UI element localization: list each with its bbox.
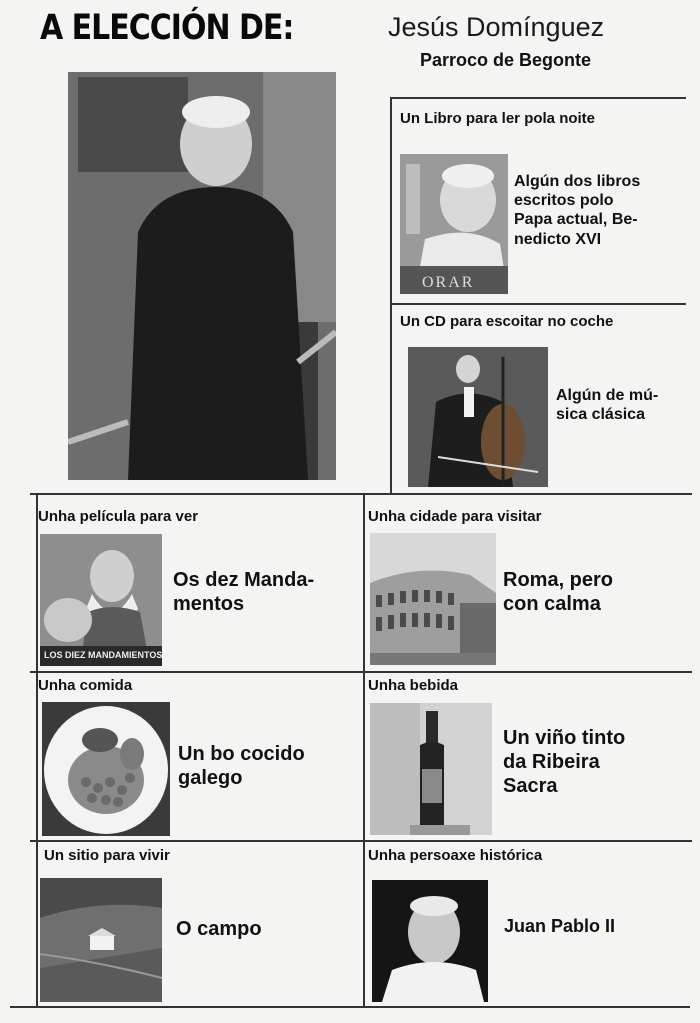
section-label-cidade: Unha cidade para visitar: [368, 508, 542, 525]
divider: [30, 840, 692, 842]
juan-pablo-ii-image: [372, 880, 488, 1002]
book-cover-text: ORAR: [422, 274, 475, 291]
divider: [390, 97, 392, 493]
divider: [30, 493, 692, 495]
section-label-persoaxe: Unha persoaxe histórica: [368, 847, 543, 864]
countryside-image: [40, 878, 162, 1002]
divider: [363, 493, 365, 1006]
divider: [36, 493, 38, 1006]
answer-cidade: Roma, pero con calma: [503, 569, 614, 615]
answer-cd: Algún de mú- sica clásica: [556, 387, 659, 424]
portrait-photo: [68, 72, 336, 480]
divider: [390, 97, 686, 99]
movie-poster-text: LOS DIEZ MANDAMIENTOS: [44, 650, 162, 660]
cocido-dish-image: [42, 702, 170, 836]
colosseum-image: [370, 533, 496, 665]
divider: [30, 671, 692, 673]
section-label-libro: Un Libro para ler pola noite: [400, 110, 596, 127]
divider: [10, 1006, 690, 1008]
book-cover-image: [400, 154, 508, 294]
answer-sitio: O campo: [176, 918, 262, 940]
section-label-comida: Unha comida: [38, 677, 133, 694]
wine-bottle-image: [370, 703, 492, 835]
section-label-bebida: Unha bebida: [368, 677, 459, 694]
answer-pelicula: Os dez Manda- mentos: [173, 569, 315, 615]
movie-poster-image: [40, 534, 162, 666]
section-label-cd: Un CD para escoitar no coche: [400, 313, 614, 330]
cellist-image: [408, 347, 548, 487]
section-label-sitio: Un sitio para vivir: [44, 847, 170, 864]
person-name: Jesús Domínguez: [388, 12, 605, 42]
answer-bebida: Un viño tinto da Ribeira Sacra: [503, 727, 626, 797]
answer-persoaxe: Juan Pablo II: [504, 916, 616, 936]
section-label-pelicula: Unha película para ver: [38, 508, 199, 525]
divider: [390, 303, 686, 305]
person-role: Parroco de Begonte: [420, 50, 592, 70]
answer-libro: Algún dos libros escritos polo Papa actual, Be- nedicto XVI: [514, 173, 641, 248]
answer-comida: Un bo cocido galego: [178, 743, 305, 789]
page-heading: A ELECCIÓN DE:: [40, 8, 294, 49]
